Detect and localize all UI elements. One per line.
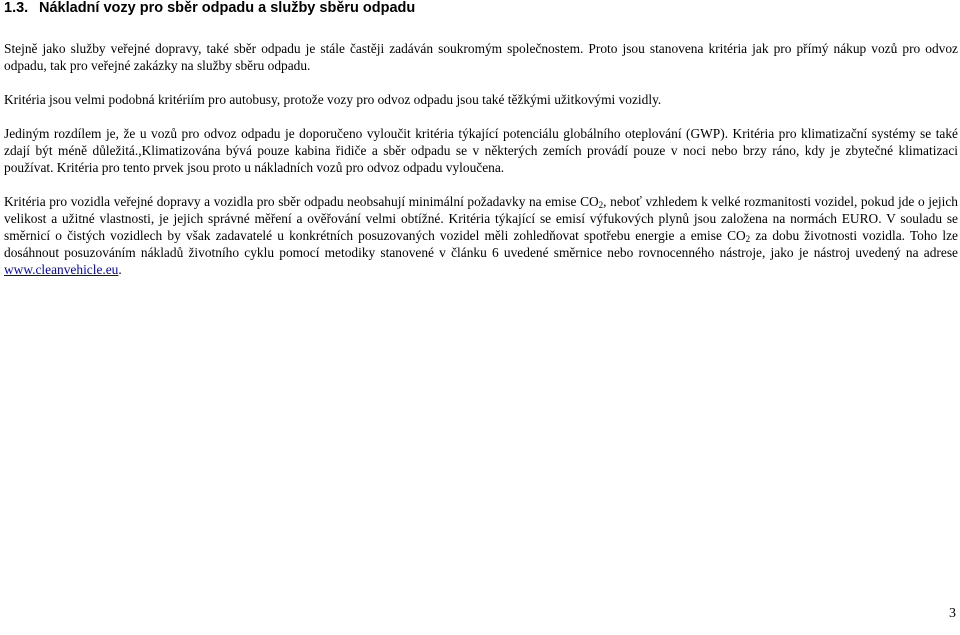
paragraph-4-end: . <box>118 262 122 277</box>
paragraph-4 <box>4 193 958 278</box>
subscript-2: 2 <box>745 234 751 244</box>
paragraph-4-text: Kritéria pro vozidla veřejné dopravy a vozidla pro sběr odpadu neobsahují minimální požadavky na emise CO <box>4 194 599 209</box>
section-heading <box>4 0 415 17</box>
subscript-2: 2 <box>598 200 604 210</box>
section-title: Nákladní vozy pro sběr odpadu a služby sběru odpadu <box>39 0 416 16</box>
section-number: 1.3. <box>4 0 29 16</box>
cleanvehicle-link[interactable]: www.cleanvehicle.eu <box>4 262 119 277</box>
paragraph-4-text: za dobu životnosti vozidla. Toho lze dosáhnout posuzováním nákladů životního cyklu pomocí metodiky stanovené v článku 6 uvedené směrnice nebo rovnocenného nástroje, jako je nástroj uvedený na adrese <box>4 228 958 260</box>
paragraph-4-text: , neboť vzhledem k velké rozmanitosti vozidel, pokud jde o jejich velikost a užitné vlastnosti, je jejich správné měření a ověřování velmi obtížné. Kritéria týkající se emisí výfukových plynů jsou založena na normách EURO. V souladu se směrnicí o čistých vozidlech by však zadavatelé u konkrétních posuzovaných vozidel měli zohledňovat spotřebu energie a emise CO <box>4 194 958 243</box>
paragraph-2: Kritéria jsou velmi podobná kritériím pro autobusy, protože vozy pro odvoz odpadu jsou také těžkými užitkovými vozidly. <box>4 92 662 107</box>
paragraph-1: Stejně jako služby veřejné dopravy, také sběr odpadu je stále častěji zadáván soukromým společnostem. Proto jsou stanovena kritéria jak pro přímý nákup vozů pro odvoz odpadu, tak pro veřejné zakázky na služby sběru odpadu. <box>4 41 958 73</box>
paragraph-3: Jediným rozdílem je, že u vozů pro odvoz odpadu je doporučeno vyloučit kritéria týkající potenciálu globálního oteplování (GWP). Kritéria pro klimatizační systémy se také zdají být méně důležitá.,Klimatizována bývá pouze kabina řidiče a sběr odpadu se v některých zemích provádí pouze v noci nebo brzy ráno, kdy je zbytečné klimatizaci používat. Kritéria pro tento prvek jsou proto u nákladních vozů pro odvoz odpadu vyloučena. <box>4 126 958 175</box>
page-number: 3 <box>949 606 956 621</box>
